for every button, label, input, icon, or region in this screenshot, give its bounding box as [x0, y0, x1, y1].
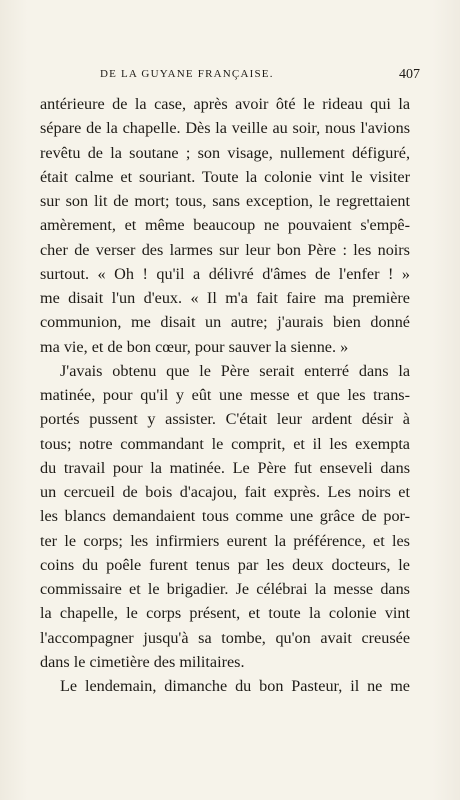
text-line: coins du poêle furent tenus par les deux docteurs, le	[40, 555, 410, 574]
text-line: sépare de la chapelle. Dès la veille au soir, nous l'avions	[40, 119, 410, 138]
running-head	[30, 68, 430, 88]
paragraph-start-line: J'avais obtenu que le Père serait enterré dans la	[60, 361, 410, 380]
text-line: amèrement, et même beaucoup ne pouvaient s'empê-	[40, 216, 410, 235]
text-line: un cercueil de bois d'acajou, fait exprès. Les noirs et	[40, 483, 410, 501]
text-line: tous; notre commandant le comprit, et il les exempta	[40, 434, 410, 453]
text-line: revêtu de la soutane ; son visage, nullement défiguré,	[40, 143, 410, 162]
text-line: ter le corps; les infirmiers eurent la préférence, et les	[40, 531, 410, 550]
text-line: matinée, pour qu'il y eût une messe et que les trans-	[40, 386, 410, 404]
text-line: commissaire et le brigadier. Je célébrai la messe dans	[40, 580, 410, 598]
text-line: communion, me disait un autre; j'aurais bien donné	[40, 313, 410, 332]
text-line: du travail pour la matinée. Le Père fut enseveli dans	[40, 458, 410, 477]
running-title: DE LA GUYANE FRANÇAISE.	[100, 68, 274, 80]
text-line: les blancs demandaient tous comme une grâce de por-	[40, 507, 410, 526]
text-line: antérieure de la case, après avoir ôté le rideau qui la	[40, 95, 410, 113]
text-line: était calme et souriant. Toute la colonie vint le visiter	[40, 167, 410, 186]
text-line: l'accompagner jusqu'à sa tombe, qu'on avait creusée	[40, 628, 410, 647]
text-line: surtout. « Oh ! qu'il a délivré d'âmes de l'enfer ! »	[40, 264, 410, 283]
paragraph-end-line: ma vie, et de bon cœur, pour sauver la sienne. »	[40, 337, 349, 356]
body-text	[40, 92, 410, 698]
paragraph-end-line: dans le cimetière des militaires.	[40, 652, 245, 671]
text-line: sur son lit de mort; tous, sans exception, le regrettaient	[40, 192, 410, 210]
paragraph-start-line: Le lendemain, dimanche du bon Pasteur, il ne me	[60, 677, 410, 695]
text-line: cher de verser des larmes sur leur bon Père : les noirs	[40, 240, 410, 259]
text-line: me disait l'un d'eux. « Il m'a fait faire ma première	[40, 289, 410, 307]
page-number: 407	[399, 67, 420, 82]
text-line: la chapelle, le corps présent, et toute la colonie vint	[40, 604, 410, 623]
text-line: portés pussent y assister. C'était leur ardent désir à	[40, 410, 410, 429]
